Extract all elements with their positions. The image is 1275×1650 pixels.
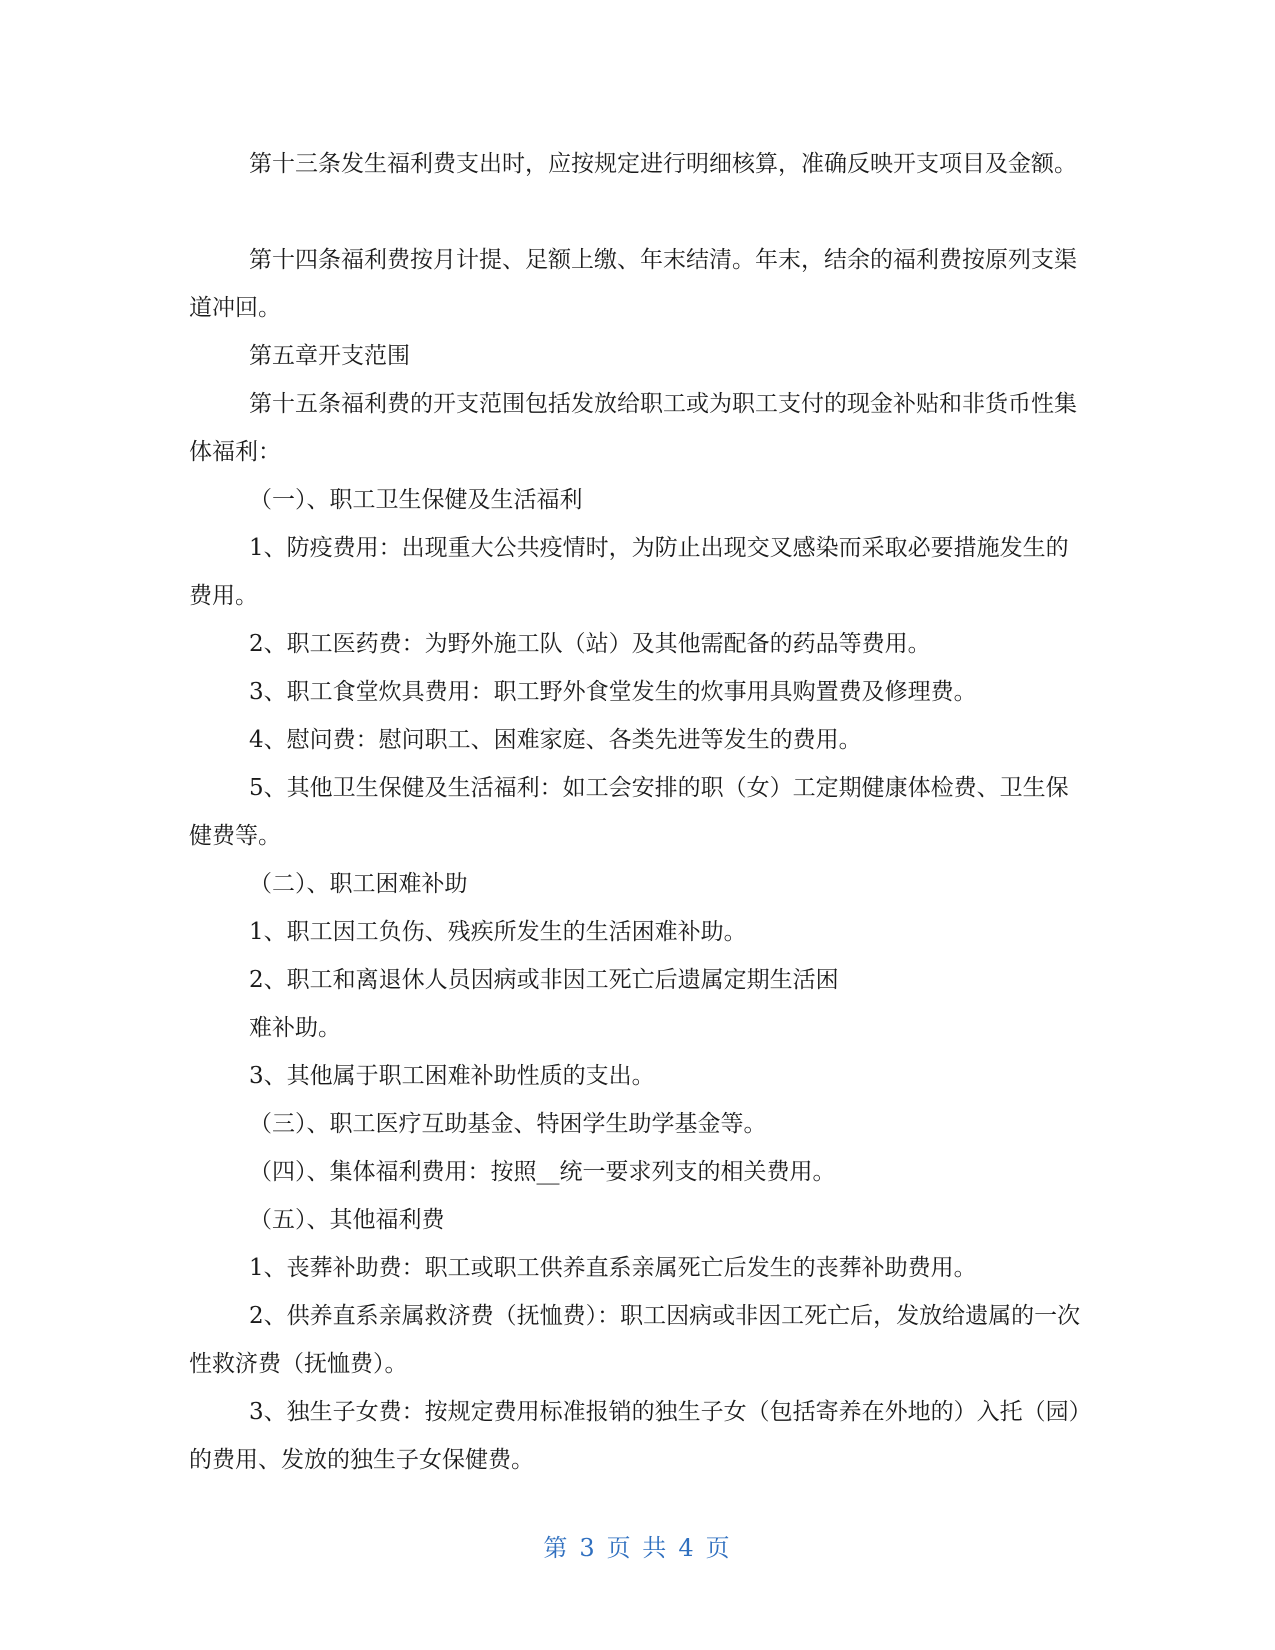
article-15: 第十五条福利费的开支范围包括发放给职工或为职工支付的现金补贴和非货币性集体福利： [189, 391, 1077, 465]
footer-suffix: 页 [705, 1534, 732, 1562]
document-body [189, 140, 1089, 1484]
section-1-item-2: 2、职工医药费：为野外施工队（站）及其他需配备的药品等费用。 [249, 631, 931, 657]
section-5-heading: （五）、其他福利费 [249, 1207, 445, 1233]
footer-middle: 页 共 [606, 1534, 669, 1562]
section-3-heading: （三）、职工医疗互助基金、特困学生助学基金等。 [249, 1111, 767, 1137]
section-2-heading: （二）、职工困难补助 [249, 871, 468, 897]
section-2-item-2-continued: 难补助。 [249, 1015, 341, 1041]
footer-prefix: 第 [543, 1534, 570, 1562]
section-1-item-4: 4、慰问费：慰问职工、困难家庭、各类先进等发生的费用。 [249, 727, 862, 753]
section-5-item-1: 1、丧葬补助费：职工或职工供养直系亲属死亡后发生的丧葬补助费用。 [249, 1255, 977, 1281]
section-5-item-3: 3、独生子女费：按规定费用标准报销的独生子女（包括寄养在外地的）入托（园）的费用、发放的独生子女保健费。 [189, 1399, 1081, 1473]
section-4-heading: （四）、集体福利费用：按照__统一要求列支的相关费用。 [249, 1159, 836, 1185]
section-1-heading: （一）、职工卫生保健及生活福利 [249, 487, 583, 513]
section-1-item-3: 3、职工食堂炊具费用：职工野外食堂发生的炊事用具购置费及修理费。 [249, 679, 977, 705]
section-5-item-2: 2、供养直系亲属救济费（抚恤费）：职工因病或非因工死亡后，发放给遗属的一次性救济费（抚恤费）。 [189, 1303, 1081, 1377]
article-13: 第十三条发生福利费支出时，应按规定进行明细核算，准确反映开支项目及金额。 [249, 151, 1077, 177]
article-14: 第十四条福利费按月计提、足额上缴、年末结清。年末，结余的福利费按原列支渠道冲回。 [189, 247, 1077, 321]
page-number-footer [0, 1528, 1275, 1563]
section-2-item-3: 3、其他属于职工困难补助性质的支出。 [249, 1063, 655, 1089]
section-2-item-1: 1、职工因工负伤、残疾所发生的生活困难补助。 [249, 919, 747, 945]
section-1-item-5: 5、其他卫生保健及生活福利：如工会安排的职（女）工定期健康体检费、卫生保健费等。 [189, 775, 1069, 849]
section-1-item-1: 1、防疫费用：出现重大公共疫情时，为防止出现交叉感染而采取必要措施发生的费用。 [189, 535, 1069, 609]
current-page-number: 3 [579, 1534, 597, 1562]
section-2-item-2: 2、职工和离退休人员因病或非因工死亡后遗属定期生活困 [249, 967, 839, 993]
total-pages-number: 4 [678, 1534, 696, 1562]
chapter-5-heading: 第五章开支范围 [249, 343, 410, 369]
